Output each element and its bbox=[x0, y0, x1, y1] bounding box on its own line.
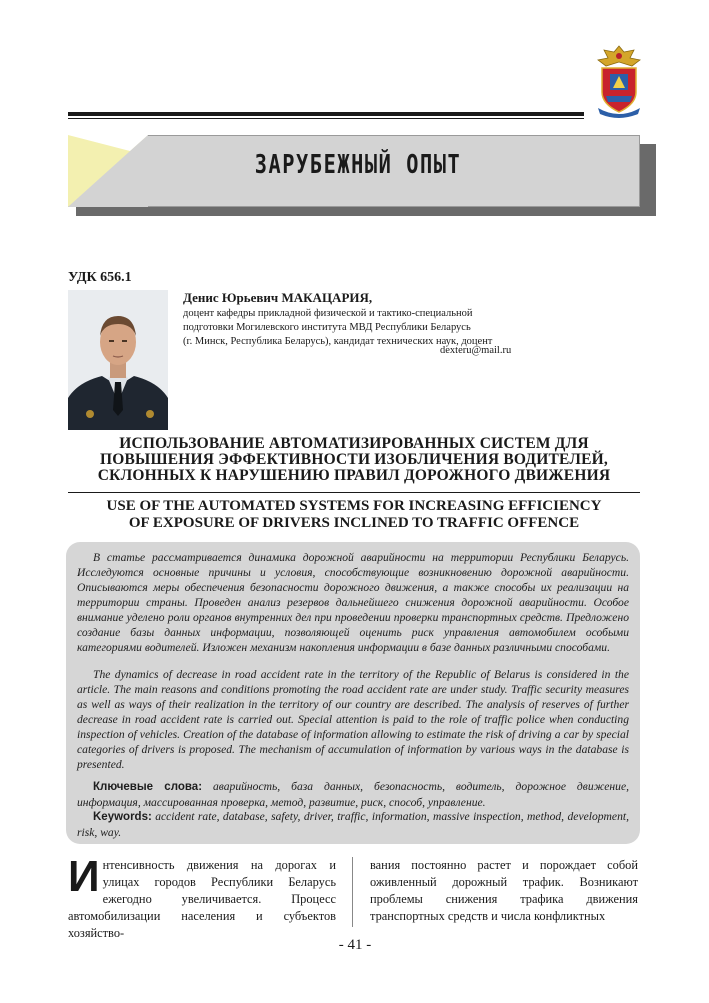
body-column-left bbox=[68, 852, 336, 942]
drop-cap: И bbox=[68, 852, 100, 901]
page-number: - 41 - bbox=[338, 937, 372, 953]
abstract-en: The dynamics of decrease in road accident rate in the territory of the Republic of Belarus is considered in the article. The main reasons and conditions promoting the road accident rate are under study. Traffic security measures as well as ways of their realization in the territory of our country are described. The analysis of reserves of further decrease in road accident rate is carried out. Special attention is paid to the role of traffic police when conducting inspection of vehicles. Creation of the database of information allowing to estimate the risk of driving a car by special categories of drivers is proposed. The mechanism of accumulation of information by various ways in the database is presented. bbox=[77, 668, 629, 771]
abstract-box bbox=[66, 542, 640, 844]
keywords-en-label: Keywords: bbox=[93, 811, 152, 823]
keywords-ru-text: аварийность, база данных, безопасность, водитель, дорожное движение, информация, массированная проверка, метод, развитие, риск, способ, управление. bbox=[77, 780, 629, 809]
body-text-left: нтенсивность движения на дорогах и улицах городов Республики Беларусь ежегодно увеличивается. Процесс автомобилизации населения и субъектов хозяйство- bbox=[68, 858, 336, 940]
title-ru-line: СКЛОННЫХ К НАРУШЕНИЮ ПРАВИЛ ДОРОЖНОГО ДВИЖЕНИЯ bbox=[97, 467, 611, 484]
udk-code: УДК 656.1 bbox=[68, 270, 132, 285]
keywords-en bbox=[77, 809, 629, 840]
author-affiliation-line: доцент кафедры прикладной физической и тактико-специальной bbox=[183, 308, 473, 319]
keywords-ru-label: Ключевые слова: bbox=[93, 781, 203, 793]
title-ru-line: ИСПОЛЬЗОВАНИЕ АВТОМАТИЗИРОВАННЫХ СИСТЕМ ДЛЯ bbox=[119, 435, 589, 452]
body-column-right: вания постоянно растет и порождает собой оживленный дорожный трафик. Возникают проблемы снижения трафика движения транспортных средств и числа конфликтных bbox=[370, 858, 638, 923]
title-en-line: USE OF THE AUTOMATED SYSTEMS FOR INCREASING EFFICIENCY bbox=[106, 498, 602, 514]
author-photo bbox=[68, 290, 168, 430]
keywords-en-text: accident rate, database, safety, driver, traffic, information, massive inspection, method, development, risk, way. bbox=[77, 810, 629, 839]
title-ru-line: ПОВЫШЕНИЯ ЭФФЕКТИВНОСТИ ИЗОБЛИЧЕНИЯ ВОДИТЕЛЕЙ, bbox=[100, 451, 608, 468]
column-divider bbox=[352, 857, 353, 927]
title-divider bbox=[68, 492, 640, 493]
author-affiliation-line: (г. Минск, Республика Беларусь), кандидат технических наук, доцент bbox=[183, 336, 493, 347]
author-name: Денис Юрьевич МАКАЦАРИЯ, bbox=[183, 290, 373, 305]
abstract-ru: В статье рассматривается динамика дорожной аварийности на территории Республики Беларусь. Исследуются основные причины и условия, способствующие возникновению дорожной аварийности. Описываются меры обеспечения безопасности дорожного движения, а также способы их реализации на территории страны. Проведен анализ резервов дальнейшего снижения дорожной аварийности. Особое внимание уделено роли органов внутренних дел при проведении проверки транспортных средств. Предложено создание базы данных информации, позволяющей оценить риск управления автомобилем особыми категориями водителей. Изложен механизм накопления информации в базе данных различными способами. bbox=[77, 551, 629, 654]
header-rule-thick bbox=[68, 112, 584, 116]
header-rule-thin bbox=[68, 118, 584, 119]
section-title: ЗАРУБЕЖНЫЙ ОПЫТ bbox=[254, 150, 462, 180]
emblem-icon bbox=[594, 44, 644, 120]
author-affiliation-line: подготовки Могилевского института МВД Республики Беларусь bbox=[183, 322, 471, 333]
banner-corner-graphic bbox=[68, 135, 148, 207]
author-email: dexteru@mail.ru bbox=[440, 345, 512, 356]
title-en-line: OF EXPOSURE OF DRIVERS INCLINED TO TRAFFIC OFFENCE bbox=[128, 515, 580, 531]
keywords-ru bbox=[77, 779, 629, 810]
